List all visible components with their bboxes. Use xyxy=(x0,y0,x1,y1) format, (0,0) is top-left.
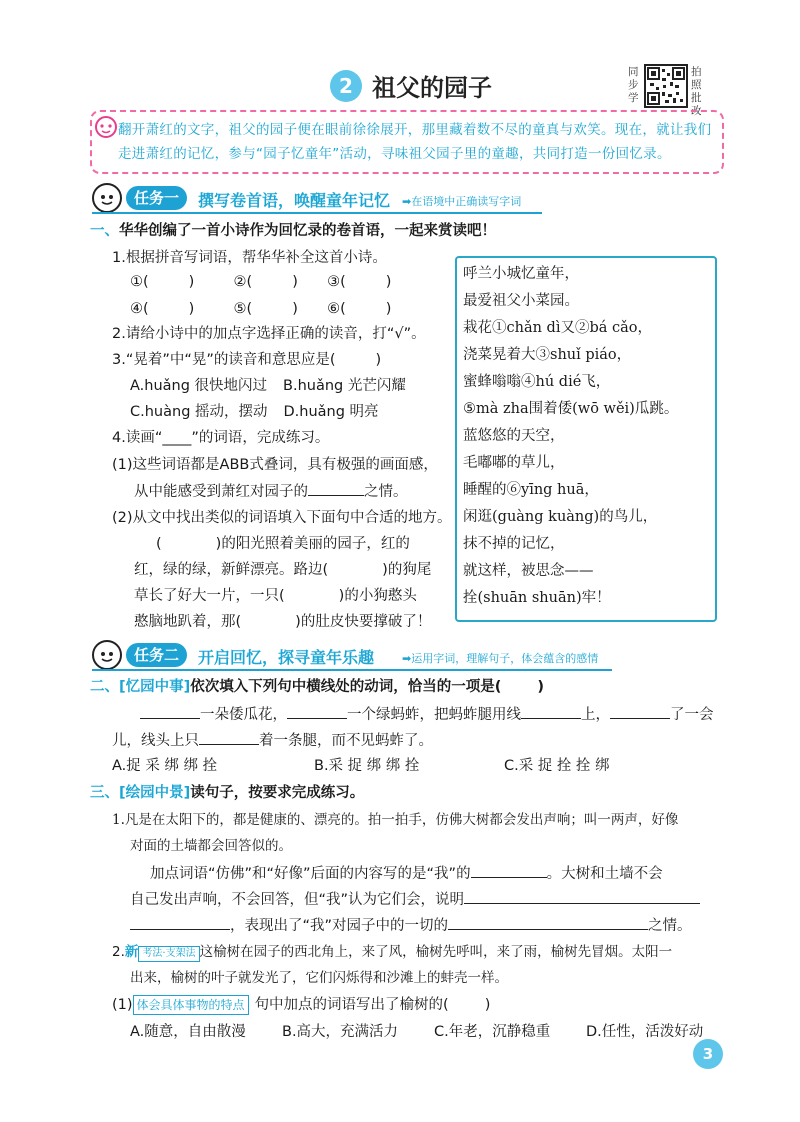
option-row: A.捉 采 绑 绑 拴 B.采 捉 绑 绑 拴 C.采 捉 拴 拴 绑 xyxy=(112,758,610,774)
section-heading: 华华创编了一首小诗作为回忆录的卷首语，一起来赏读吧！ xyxy=(119,223,496,239)
lesson-number-badge: 2 xyxy=(330,70,362,102)
question-text: 3.“晃着”中“晃”的读音和意思应是( ) xyxy=(112,352,382,368)
student-face-icon xyxy=(92,183,122,213)
question-text: 加点词语“仿佛”和“好像”后面的内容写的是“我”的 。大树和土墙不会 xyxy=(150,861,663,886)
answer-row-1: ①( ) ②( ) ③( ) xyxy=(130,274,392,290)
task-title: 撰写卷首语，唤醒童年记忆 xyxy=(198,191,391,210)
task-subtitle: ➡运用字词，理解句子，体会蕴含的感情 xyxy=(402,652,599,665)
reading-passage: 对面的土墙都会回答似的。 xyxy=(130,838,292,854)
poem-line: 毛嘟嘟的草儿， xyxy=(463,455,565,471)
sparkle-character-icon xyxy=(92,112,120,140)
qr-label-right: 拍照批改 xyxy=(691,66,702,117)
poem-line: 栽花①chǎn dì又②bá cǎo， xyxy=(463,320,653,336)
question-text: 2.请给小诗中的加点字选择正确的读音，打“√”。 xyxy=(112,326,426,342)
section-number: 一、 xyxy=(90,223,119,239)
question-text: ，表现出了“我”对园子中的一切的 之情。 xyxy=(130,913,692,938)
qr-label-left: 同步学 xyxy=(628,66,639,104)
fill-sentence: 红，绿的绿，新鲜漂亮。路边( )的狗尾 xyxy=(134,562,432,578)
option-row: A.huǎng 很快地闪过 B.huǎng 光芒闪耀 xyxy=(130,378,406,394)
reading-passage: 2.新 考法·支架法 这榆树在园子的西北角上，来了风，榆树先呼叫，来了雨，榆树先冒烟。太阳一 xyxy=(112,944,673,960)
poem-line: 呼兰小城忆童年， xyxy=(463,266,579,282)
option-row: A.随意，自由散漫 B.高大，充满活力 C.年老，沉静稳重 D.任性，活泼好动 xyxy=(130,1024,704,1040)
question-text: 4.读画“____”的词语，完成练习。 xyxy=(112,430,330,446)
poem-line: 最爱祖父小菜园。 xyxy=(463,293,579,309)
question-text: (2)从文中找出类似的词语填入下面句中合适的地方。 xyxy=(112,510,452,526)
poem-line: 蜜蜂嗡嗡④hú dié飞， xyxy=(463,374,611,390)
section-heading-row: 三、[绘园中景]读句子，按要求完成练习。 xyxy=(90,785,365,801)
fill-sentence: 一朵倭瓜花， 一个绿蚂蚱，把蚂蚱腿用线 上， 了一会 xyxy=(140,702,714,727)
fill-sentence: 草长了好大一片，一只( )的小狗憨头 xyxy=(134,588,417,604)
option-row: C.huàng 摇动，摆动 D.huǎng 明亮 xyxy=(130,404,379,420)
task-divider xyxy=(92,669,612,671)
poem-line: 就这样，被思念—— xyxy=(463,563,594,579)
page-number: 3 xyxy=(693,1039,723,1069)
poem-line: 睡醒的⑥yīng huā， xyxy=(463,482,599,498)
poem-line: ⑤mà zha围着倭(wō wěi)瓜跳。 xyxy=(463,401,679,417)
question-text: (1)这些词语都是ABB式叠词，具有极强的画面感， xyxy=(112,457,438,473)
poem-line: 拴(shuān shuān)牢！ xyxy=(463,590,611,606)
fill-sentence: 憨脑地趴着，那( )的肚皮快要撑破了！ xyxy=(134,614,432,630)
question-text: (1) 体会具体事物的特点 句中加点的词语写出了榆树的( ) xyxy=(112,997,491,1013)
section-heading-row: 二、[忆园中事]依次填入下列句中横线处的动词，恰当的一项是( ) xyxy=(90,679,545,695)
poem-line: 闲逛(guàng kuàng)的鸟儿， xyxy=(463,509,658,525)
answer-row-2: ④( ) ⑤( ) ⑥( ) xyxy=(130,301,392,317)
reading-passage: 出来，榆树的叶子就发光了，它们闪烁得和沙滩上的蚌壳一样。 xyxy=(130,970,508,986)
qr-code-icon[interactable] xyxy=(644,64,688,108)
intro-text: 翻开萧红的文字，祖父的园子便在眼前徐徐展开，那里藏着数不尽的童真与欢笑。现在，就让我们走进萧红的记忆，参与“园子忆童年”活动，寻味祖父园子里的童趣，共同打造一份回忆录。 xyxy=(118,122,712,162)
task-badge: 任务二 xyxy=(126,643,187,667)
question-text: 自己发出声响，不会回答，但“我”认为它们会，说明 xyxy=(130,887,700,912)
poem-line: 蓝悠悠的天空， xyxy=(463,428,565,444)
task-title: 开启回忆，探寻童年乐趣 xyxy=(198,648,375,667)
task-subtitle: ➡在语境中正确读写字词 xyxy=(402,195,522,208)
task-badge: 任务一 xyxy=(126,186,187,210)
fill-sentence: 儿，线头上只 着一条腿，而不见蚂蚱了。 xyxy=(112,728,433,753)
fill-sentence: ( )的阳光照着美丽的园子，红的 xyxy=(156,536,410,552)
poem-line: 抹不掉的记忆， xyxy=(463,536,565,552)
page-title: 祖父的园子 xyxy=(372,74,492,102)
task-divider xyxy=(92,212,542,214)
reading-passage: 1.凡是在太阳下的，都是健康的、漂亮的。拍一拍手，仿佛大树都会发出声响；叫一两声，好像 xyxy=(112,812,679,828)
question-text: 1.根据拼音写词语，帮华华补全这首小诗。 xyxy=(112,250,387,266)
poem-line: 浇菜晃着大③shuǐ piáo， xyxy=(463,347,632,363)
student-face-icon xyxy=(92,640,122,670)
question-text: 从中能感受到萧红对园子的 之情。 xyxy=(134,479,408,504)
